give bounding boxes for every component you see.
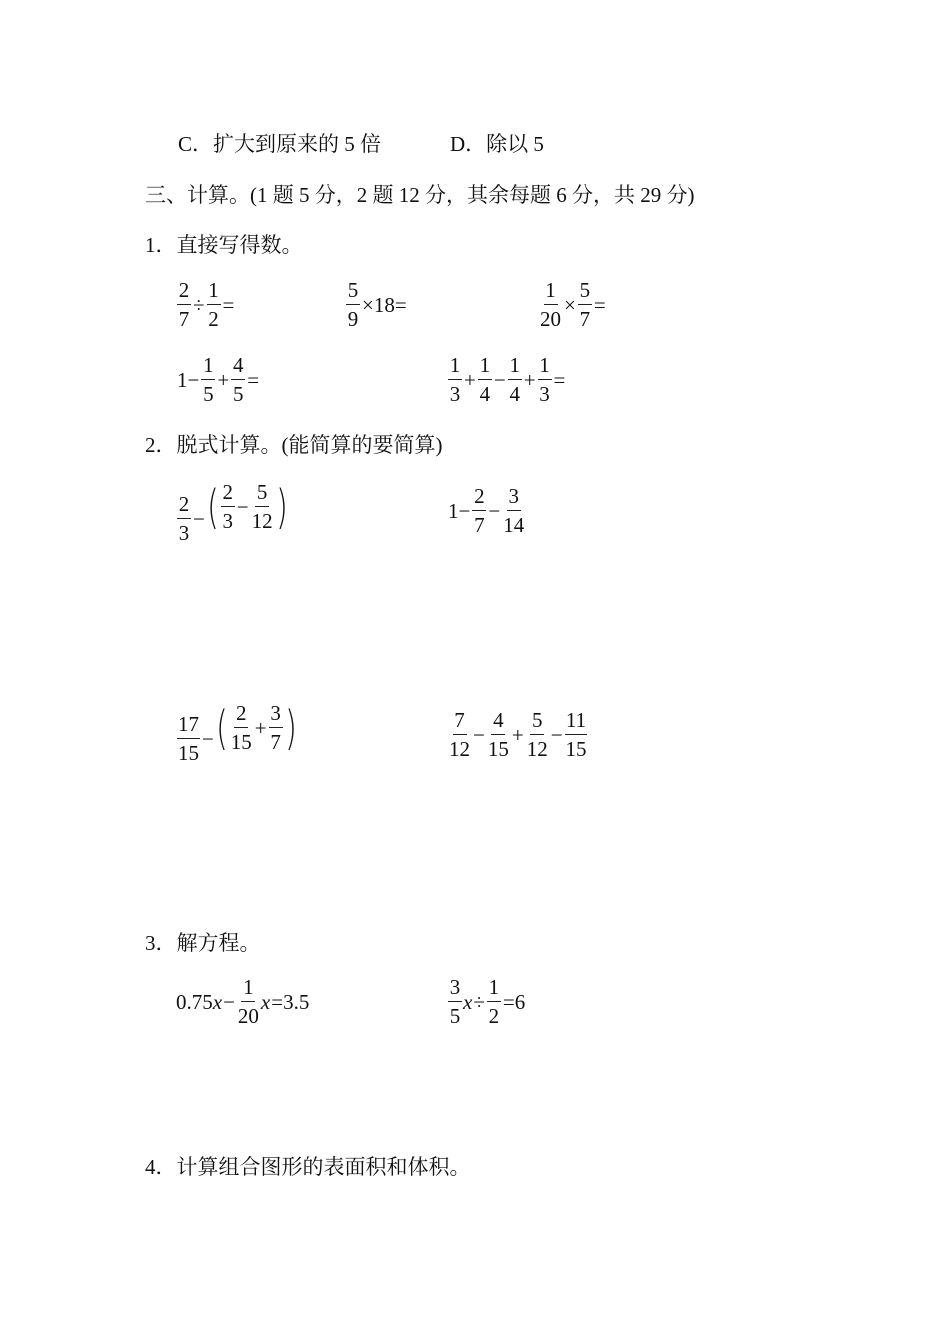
q3-expr-1: 0.75 x − $\frac{1}{20}$ x =3.5 <box>176 975 310 1028</box>
fraction: $\frac{5}{12}$ <box>526 708 548 761</box>
fraction: $\frac{17}{15}$ <box>178 712 199 765</box>
q1-expr-2: $\frac{5}{9}$ ×18= <box>347 278 407 331</box>
choice-c: C．扩大到原来的 5 倍 <box>178 132 382 156</box>
fraction: $\frac{2}{3}$ <box>178 492 190 545</box>
q2-expr-4: $\frac{7}{12}$ − $\frac{4}{15}$ + $\frac{5}{12}$ − $\frac{11}{15}$ <box>449 708 587 761</box>
fraction: $\frac{2}{7}$ <box>474 484 485 537</box>
fraction: $\frac{1}{4}$ <box>479 353 491 406</box>
fraction: $\frac{3}{7}$ <box>270 701 281 754</box>
fraction: $\frac{11}{15}$ <box>565 708 587 761</box>
fraction: $\frac{1}{4}$ <box>509 353 520 406</box>
left-paren: ( <box>215 701 228 755</box>
fraction: $\frac{2}{7}$ <box>178 278 190 331</box>
fraction: $\frac{1}{2}$ <box>208 278 219 331</box>
section-title: 三、计算。(1 题 5 分，2 题 12 分，其余每题 6 分，共 29 分) <box>145 183 695 207</box>
fraction: $\frac{1}{3}$ <box>539 353 550 406</box>
fraction: $\frac{3}{14}$ <box>503 484 525 537</box>
right-paren: ) <box>275 480 288 534</box>
fraction: $\frac{1}{20}$ <box>540 278 561 331</box>
fraction: $\frac{7}{12}$ <box>449 708 470 761</box>
q1-expr-4: 1− $\frac{1}{5}$ + $\frac{4}{5}$ = <box>177 353 260 406</box>
fraction: $\frac{5}{12}$ <box>251 480 273 533</box>
left-paren: ( <box>206 480 219 534</box>
fraction: $\frac{5}{7}$ <box>579 278 591 331</box>
right-paren: ) <box>284 701 297 755</box>
q1-expr-1: $\frac{2}{7}$ ÷ $\frac{1}{2}$ = <box>178 278 235 331</box>
q2-expr-3: $\frac{17}{15}$ − ( $\frac{2}{15}$ + $\frac{3}{7}$ ) <box>178 701 297 765</box>
q2-expr-2: 1− $\frac{2}{7}$ − $\frac{3}{14}$ <box>448 484 525 537</box>
q3-title: 3．解方程。 <box>145 931 261 955</box>
fraction: $\frac{1}{2}$ <box>488 975 500 1028</box>
q4-title: 4．计算组合图形的表面积和体积。 <box>145 1155 471 1179</box>
fraction: $\frac{4}{15}$ <box>487 708 509 761</box>
choice-d: D．除以 5 <box>450 132 544 156</box>
q3-expr-2: $\frac{3}{5}$ x ÷ $\frac{1}{2}$ =6 <box>449 975 526 1028</box>
fraction: $\frac{5}{9}$ <box>347 278 359 331</box>
fraction: $\frac{4}{5}$ <box>232 353 244 406</box>
fraction: $\frac{1}{20}$ <box>237 975 259 1028</box>
q1-expr-5: $\frac{1}{3}$ + $\frac{1}{4}$ − $\frac{1}{4}$ + $\frac{1}{3}$ = <box>449 353 566 406</box>
q1-expr-3: $\frac{1}{20}$ × $\frac{5}{7}$ = <box>540 278 606 331</box>
fraction: $\frac{1}{3}$ <box>449 353 461 406</box>
fraction: $\frac{1}{5}$ <box>203 353 214 406</box>
q2-title: 2．脱式计算。(能简算的要简算) <box>145 433 443 457</box>
q1-title: 1．直接写得数。 <box>145 233 303 257</box>
fraction: $\frac{2}{3}$ <box>222 480 234 533</box>
fraction: $\frac{2}{15}$ <box>230 701 252 754</box>
q2-expr-1: $\frac{2}{3}$ − ( $\frac{2}{3}$ − $\frac{5}{12}$ ) <box>178 480 288 545</box>
fraction: $\frac{3}{5}$ <box>449 975 461 1028</box>
